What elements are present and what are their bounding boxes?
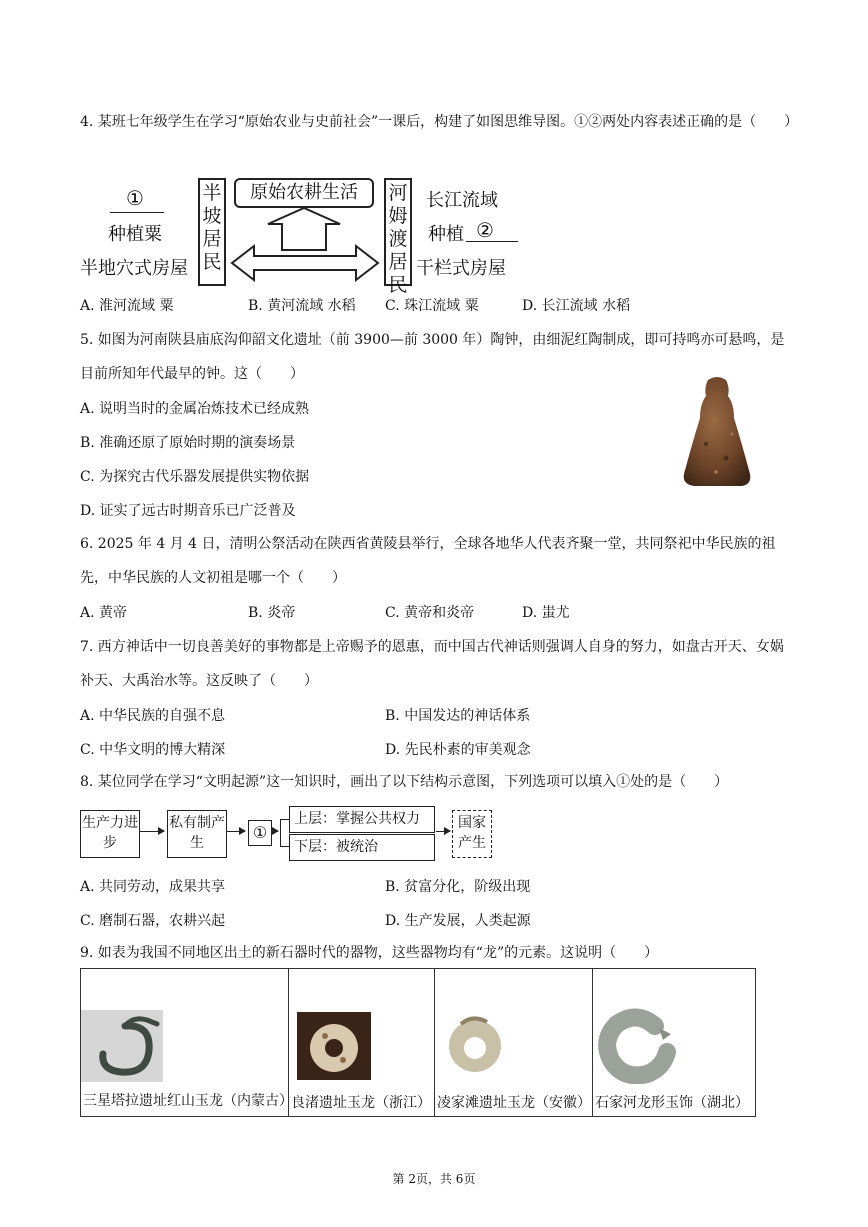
flow-bracket: [280, 819, 289, 847]
q6-option-b: B. 炎帝: [248, 605, 296, 621]
q9-stem: 9. 如表为我国不同地区出土的新石器时代的器物，这些器物均有“龙”的元素。这说明（ ）: [80, 945, 659, 961]
mindmap-underline-1: [110, 212, 164, 213]
mindmap-blank-2: ②: [476, 218, 494, 242]
q6-stem: 6. 2025 年 4 月 4 日，清明公祭活动在陕西省黄陵县举行，全球各地华人代表齐聚一堂，共同祭祀中华民族的祖先，中华民族的人文初祖是哪一个（ ）: [80, 536, 776, 586]
q5-stem: 5. 如图为河南陕县庙底沟仰韶文化遗址（前 3900—前 3000 年）陶钟，由细泥红陶制成，即可持鸣亦可悬鸣，是目前所知年代最早的钟。这（ ）: [80, 332, 785, 382]
q8-stem: 8. 某位同学在学习“文明起源”这一知识时，画出了以下结构示意图，下列选项可以填入①处的是（ ）: [80, 774, 729, 790]
flow-arrow-1: [140, 831, 164, 832]
q5-option-c: C. 为探究古代乐器发展提供实物依据: [80, 469, 310, 485]
table-cell-lingjiatan: [435, 969, 593, 1117]
mindmap-right-crop-prefix: 种植: [428, 224, 464, 245]
flow-blank: ①: [248, 820, 272, 846]
flow-upper-class: 上层：掌握公共权力: [289, 806, 435, 833]
mindmap-right-region: 长江流域: [426, 190, 498, 211]
table-text-lingjiatan: 凌家滩遗址玉龙（安徽）: [437, 1095, 591, 1111]
q8-option-a: A. 共同劳动，成果共享: [80, 879, 226, 895]
q4-stem: 4. 某班七年级学生在学习“原始农业与史前社会”一课后，构建了如图思维导图。①②两处内容表述正确的是（ ）: [80, 114, 799, 130]
q4-option-a: A. 淮河流域 粟: [80, 298, 174, 314]
mindmap-left-box: 半坡居民: [198, 178, 226, 286]
q7-option-d: D. 先民朴素的审美观念: [385, 742, 531, 758]
q8-option-c: C. 磨制石器，农耕兴起: [80, 913, 226, 929]
pottery-bell-image: [676, 374, 758, 490]
mindmap-left-house: 半地穴式房屋: [80, 258, 188, 279]
mindmap-right-house: 干栏式房屋: [416, 258, 506, 279]
flow-arrow-3: [436, 831, 450, 832]
flow-box-productivity: 生产力进步: [80, 810, 140, 858]
table-cell-shijiahe: [593, 969, 756, 1117]
q5-option-a: A. 说明当时的金属冶炼技术已经成熟: [80, 401, 310, 417]
table-cell-hongshan: [81, 969, 293, 1117]
q6-option-a: A. 黄帝: [80, 605, 128, 621]
mindmap-center: 原始农耕生活: [234, 178, 374, 208]
flow-box-state: 国家产生: [452, 810, 492, 858]
table-text-hongshan: 三星塔拉遗址红山玉龙（内蒙古）: [83, 1093, 293, 1109]
q4-option-b: B. 黄河流域 水稻: [248, 298, 356, 314]
q4-option-c: C. 珠江流域 粟: [385, 298, 479, 314]
table-text-liangzhu: 良渚遗址玉龙（浙江）: [291, 1095, 431, 1111]
q7-stem: 7. 西方神话中一切良善美好的事物都是上帝赐予的恩惠，而中国古代神话则强调人自身的努力，如盘古开天、女娲补天、大禹治水等。这反映了（ ）: [80, 639, 784, 689]
mindmap-underline-2: [466, 241, 518, 242]
flow-lower-class: 下层：被统治: [289, 834, 435, 861]
q4-option-d: D. 长江流域 水稻: [522, 298, 631, 314]
q7-option-a: A. 中华民族的自强不息: [80, 708, 226, 724]
q5-option-d: D. 证实了远古时期音乐已广泛普及: [80, 503, 296, 519]
q7-option-c: C. 中华文明的博大精深: [80, 742, 226, 758]
q7-option-b: B. 中国发达的神话体系: [385, 708, 531, 724]
q8-option-b: B. 贫富分化，阶级出现: [385, 879, 531, 895]
shijiahe-dragon-image: [597, 1004, 677, 1084]
mindmap-arrows: [228, 206, 382, 282]
q9-artifact-table: [80, 968, 756, 1117]
mindmap-left-crop: 种植粟: [108, 224, 162, 245]
q6-option-d: D. 蚩尤: [522, 605, 570, 621]
mindmap-blank-1: ①: [126, 186, 144, 210]
flow-arrow-2: [227, 831, 245, 832]
q8-option-d: D. 生产发展，人类起源: [385, 913, 531, 929]
q6-option-c: C. 黄帝和炎帝: [385, 605, 475, 621]
table-text-shijiahe: 石家河龙形玉饰（湖北）: [595, 1095, 749, 1111]
flow-box-private-ownership: 私有制产生: [167, 810, 227, 858]
table-cell-liangzhu: [289, 969, 435, 1117]
lingjiatan-dragon-image: [439, 1008, 511, 1080]
hongshan-dragon-image: [81, 1010, 163, 1082]
q5-option-b: B. 准确还原了原始时期的演奏场景: [80, 435, 296, 451]
flow-connector: [272, 831, 278, 832]
liangzhu-dragon-image: [297, 1012, 371, 1080]
page-footer: 第 2页，共 6页: [392, 1172, 476, 1186]
mindmap-right-box: 河姆渡居民: [384, 178, 412, 286]
